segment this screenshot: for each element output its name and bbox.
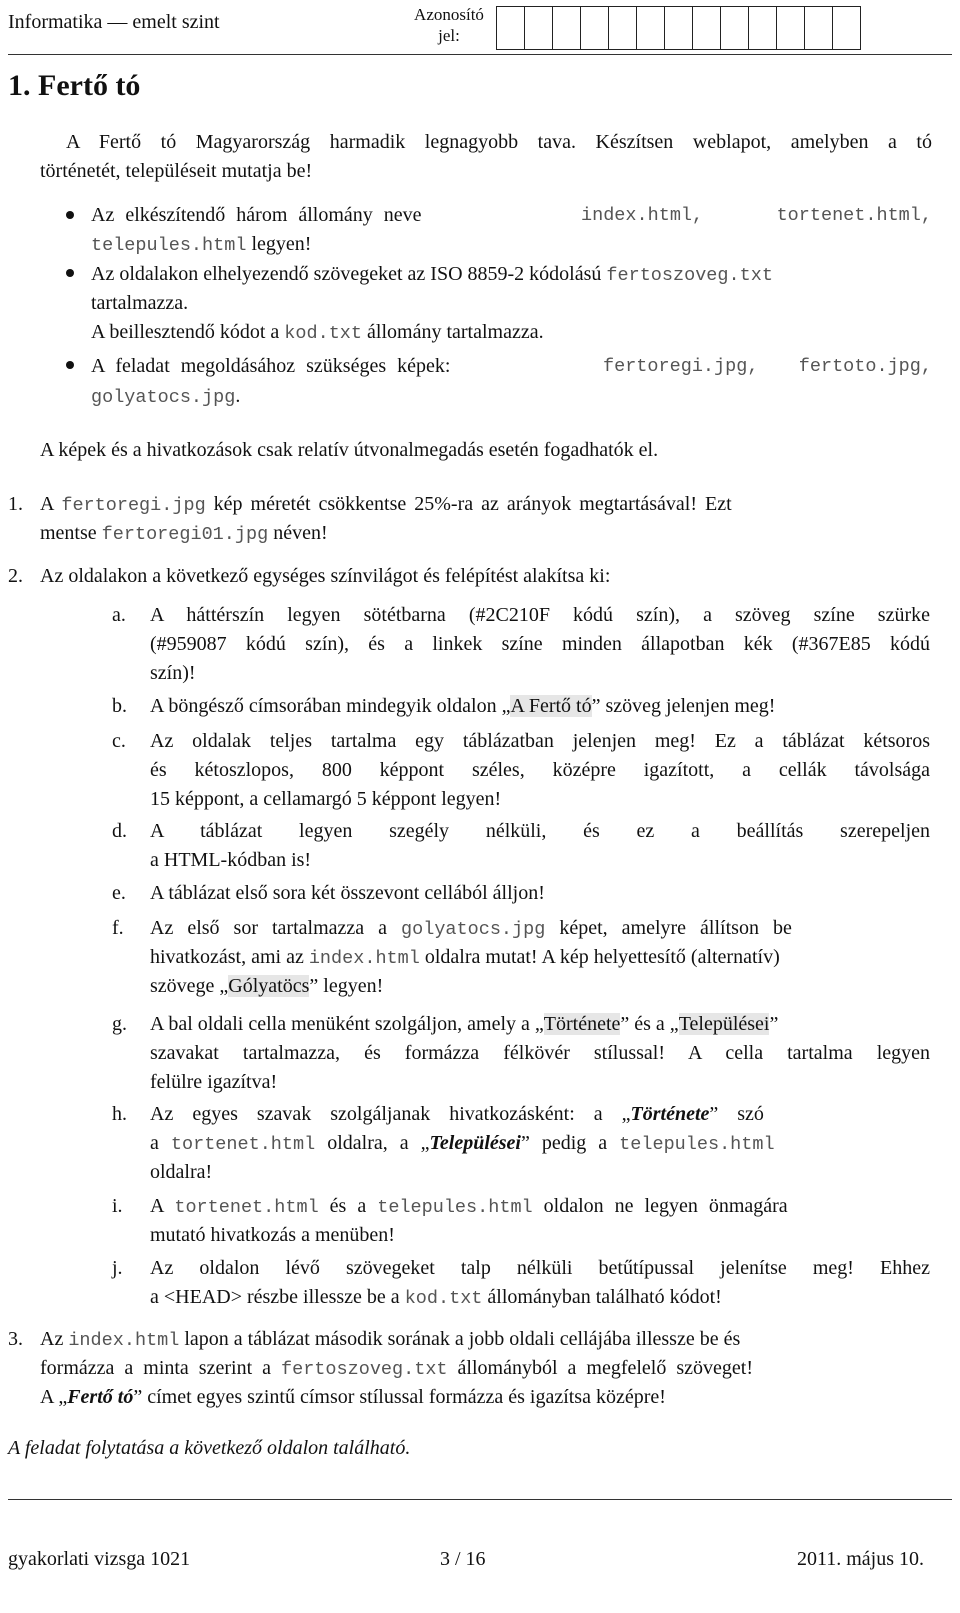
task-3-l2-a: formázza a minta szerint a (40, 1357, 281, 1379)
task-1-save-suffix: néven! (268, 522, 328, 544)
item-e-label: e. (112, 882, 126, 904)
item-f-link-text: hivatkozást, ami az (150, 946, 309, 968)
intro-line-1: A Fertő tó Magyarország harmadik legnagyobb tava. Készítsen weblapot, amelyben a tó (66, 131, 932, 153)
bullet-2-line-2: tartalmazza. (91, 292, 189, 314)
item-h-label: h. (112, 1103, 127, 1125)
menu-word-tortenete: Története (543, 1013, 621, 1035)
bullet-2-line-1 (91, 260, 773, 290)
bullet-2-text: Az oldalakon elhelyezendő szövegeket az ISO 8859-2 kódolású (91, 263, 607, 285)
item-c-line-1: Az oldalak teljes tartalma egy táblázatban jelenjen meg! Ez a táblázat kétsoros (150, 730, 930, 752)
item-d-line-1: A táblázat legyen szegély nélküli, és ez a beállítás szerepeljen (150, 820, 930, 842)
item-i-label: i. (112, 1195, 123, 1217)
item-i-line-1 (150, 1192, 788, 1222)
task-1-text-b: kép méretét csökkentse 25%-ra az arányok megtartásával! Ezt (205, 493, 732, 515)
id-box (608, 6, 637, 50)
task-3-l3-b: ” címet egyes szintű címsor stílussal formázza és igazítsa középre! (133, 1386, 666, 1408)
bullet-dot (66, 211, 74, 219)
file-fertoto: fertoto.jpg, (798, 356, 932, 377)
id-box (552, 6, 581, 50)
file-telepules: telepules.html (619, 1134, 775, 1155)
file-index: index.html (68, 1330, 180, 1351)
task-1-save-text: mentse (40, 522, 102, 544)
task-3-line-1 (40, 1325, 740, 1355)
item-f-line-3 (150, 972, 383, 1001)
item-f-alt-suffix: ” legyen! (309, 975, 384, 997)
id-box (636, 6, 665, 50)
footer-page-number: 3 / 16 (440, 1548, 486, 1570)
task-1-number: 1. (8, 493, 23, 515)
footer-divider (8, 1499, 952, 1500)
page-title: 1. Fertő tó (8, 69, 141, 102)
bullet-3-text: A feladat megoldásához szükséges képek: (91, 355, 451, 377)
footer-date: 2011. május 10. (796, 1548, 924, 1570)
item-d-label: d. (112, 820, 127, 842)
id-box (720, 6, 749, 50)
id-box (832, 6, 861, 50)
file-telepules: telepules.html (377, 1197, 533, 1218)
item-j-line-1: Az oldalon lévő szövegeket talp nélküli betűtípussal jelenítse meg! Ehhez (150, 1257, 930, 1279)
task-3-text-a: Az (40, 1328, 69, 1350)
file-fertoszoveg: fertoszoveg.txt (606, 265, 773, 286)
item-h-l2-a: a (150, 1132, 171, 1154)
task-3-line-2 (40, 1354, 930, 1384)
item-b-text-a: A böngésző címsorában mindegyik oldalon „ (150, 695, 511, 717)
browser-title-text: A Fertő tó (510, 695, 592, 717)
item-b-text-b: ” szöveg jelenjen meg! (591, 695, 776, 717)
item-h-line-3: oldalra! (150, 1161, 213, 1183)
task-1-text-a: A (40, 493, 62, 515)
file-golyatocs: golyatocs.jpg (401, 919, 546, 940)
item-a-label: a. (112, 604, 126, 626)
bullet-2-code-suffix: állomány tartalmazza. (362, 321, 544, 343)
task-3-line-3 (40, 1383, 666, 1412)
item-j-label: j. (112, 1257, 123, 1279)
item-f-alt-text: szövege „ (150, 975, 229, 997)
item-f-text-a: Az első sor tartalmazza a (150, 917, 402, 939)
item-i-text-a: A (150, 1195, 175, 1217)
item-h-text-b: ” szó (709, 1103, 764, 1125)
task-3-l3-a: A „ (40, 1386, 68, 1408)
item-d-line-2: a HTML-kódban is! (150, 849, 312, 871)
bullet-3-line-2 (91, 382, 240, 412)
item-f-label: f. (112, 917, 124, 939)
link-word-tortenete: Története (630, 1103, 710, 1125)
file-fertoszoveg: fertoszoveg.txt (281, 1359, 448, 1380)
task-2-number: 2. (8, 565, 23, 587)
item-a-line-2: (#959087 kódú szín), és a linkek színe minden állapotban kék (#367E85 kódú (150, 633, 930, 655)
file-telepules: telepules.html (91, 235, 247, 256)
bullet-1-text: Az elkészítendő három állomány neve (91, 204, 422, 226)
bullet-3-line-1 (91, 352, 932, 381)
file-tortenet: tortenet.html, (776, 205, 932, 226)
file-index: index.html, (581, 205, 704, 226)
item-g-line-3: felülre igazítva! (150, 1071, 278, 1093)
item-j-text-a: a <HEAD> részbe illessze be a (150, 1286, 405, 1308)
item-a-line-1: A háttérszín legyen sötétbarna (#2C210F kódú szín), a szöveg színe szürke (150, 604, 930, 626)
item-j-text-b: állományban található kódot! (482, 1286, 722, 1308)
file-tortenet: tortenet.html (170, 1134, 316, 1155)
item-h-text-a: Az egyes szavak szolgáljanak hivatkozásként: a „ (150, 1103, 631, 1125)
id-box (496, 6, 525, 50)
file-kod: kod.txt (404, 1288, 483, 1309)
item-h-line-1 (150, 1100, 930, 1129)
item-i-text-c: oldalon ne legyen önmagára (532, 1195, 788, 1217)
item-h-l2-c: ” pedig a (520, 1132, 620, 1154)
file-fertoregi: fertoregi.jpg, (603, 356, 759, 377)
id-boxes (497, 6, 861, 50)
link-word-telepulesei: Települései (429, 1132, 521, 1154)
continuation-note: A feladat folytatása a következő oldalon található. (8, 1437, 411, 1459)
task-3-l2-b: állományból a megfelelő szöveget! (447, 1357, 753, 1379)
file-index: index.html (308, 948, 420, 969)
bullet-2-line-3 (91, 318, 544, 348)
item-g-line-1 (150, 1010, 778, 1039)
item-g-label: g. (112, 1013, 127, 1035)
item-f-text-b: képet, amelyre állítson be (545, 917, 792, 939)
file-golyatocs: golyatocs.jpg (91, 387, 236, 408)
id-box (748, 6, 777, 50)
item-c-line-2: és kétoszlopos, 800 képpont széles, középre igazított, a cellák távolsága (150, 759, 930, 781)
relative-path-note: A képek és a hivatkozások csak relatív útvonalmegadás esetén fogadhatók el. (40, 439, 659, 461)
bullet-2-code-text: A beillesztendő kódot a (91, 321, 285, 343)
id-box (664, 6, 693, 50)
footer-exam-code: gyakorlati vizsga 1021 (8, 1548, 191, 1570)
item-b-label: b. (112, 695, 127, 717)
item-h-l2-b: oldalra, a „ (315, 1132, 430, 1154)
id-box (580, 6, 609, 50)
item-g-text-a: A bal oldali cella menüként szolgáljon, amely a „ (150, 1013, 544, 1035)
task-3-number: 3. (8, 1328, 23, 1350)
alt-text-value: Gólyatöcs (228, 975, 310, 997)
bullet-1-suffix: legyen! (246, 233, 312, 255)
bullet-3-suffix: . (235, 385, 241, 407)
item-f-line-1 (150, 914, 930, 944)
item-g-text-b: ” és a „ (620, 1013, 679, 1035)
item-c-label: c. (112, 730, 126, 752)
task-1-line-1 (40, 490, 930, 520)
task-2-text: Az oldalakon a következő egységes színvilágot és felépítést alakítsa ki: (40, 565, 611, 587)
id-box (692, 6, 721, 50)
id-box (524, 6, 553, 50)
file-kod: kod.txt (284, 323, 363, 344)
item-j-line-2 (150, 1283, 722, 1313)
header-divider (8, 54, 952, 55)
item-i-text-b: és a (318, 1195, 378, 1217)
bullet-1-line-2 (91, 230, 311, 260)
item-e-line: A táblázat első sora két összevont cellából álljon! (150, 882, 545, 904)
header-id-label: Azonosító jel: (414, 5, 484, 45)
intro-line-2: történetét, településeit mutatja be! (40, 160, 313, 182)
item-f-link-suffix: oldalra mutat! A kép helyettesítő (alternatív) (419, 946, 780, 968)
task-3-text-b: lapon a táblázat második sorának a jobb oldali cellájába illessze be és (179, 1328, 741, 1350)
item-g-text-c: ” (769, 1013, 779, 1035)
id-box (804, 6, 833, 50)
header-subject: Informatika — emelt szint (8, 11, 220, 33)
item-g-line-2: szavakat tartalmazza, és formázza félkövér stílussal! A cella tartalma legyen (150, 1042, 930, 1064)
item-c-line-3: 15 képpont, a cellamargó 5 képpont legyen! (150, 788, 502, 810)
bullet-dot (66, 269, 74, 277)
id-box (776, 6, 805, 50)
bullet-dot (66, 361, 74, 369)
item-a-line-3: szín)! (150, 662, 196, 684)
task-1-line-2 (40, 519, 328, 549)
bullet-1-line-1 (91, 201, 932, 230)
file-fertoregi: fertoregi.jpg (61, 495, 206, 516)
file-fertoregi01: fertoregi01.jpg (101, 524, 269, 545)
item-f-line-2 (150, 943, 780, 973)
item-i-line-2: mutató hivatkozás a menüben! (150, 1224, 395, 1246)
item-h-line-2 (150, 1129, 930, 1159)
menu-word-telepulesei: Települései (678, 1013, 770, 1035)
item-b-line (150, 692, 775, 721)
file-tortenet: tortenet.html (174, 1197, 319, 1218)
heading-word-ferto-to: Fertő tó (67, 1386, 134, 1408)
